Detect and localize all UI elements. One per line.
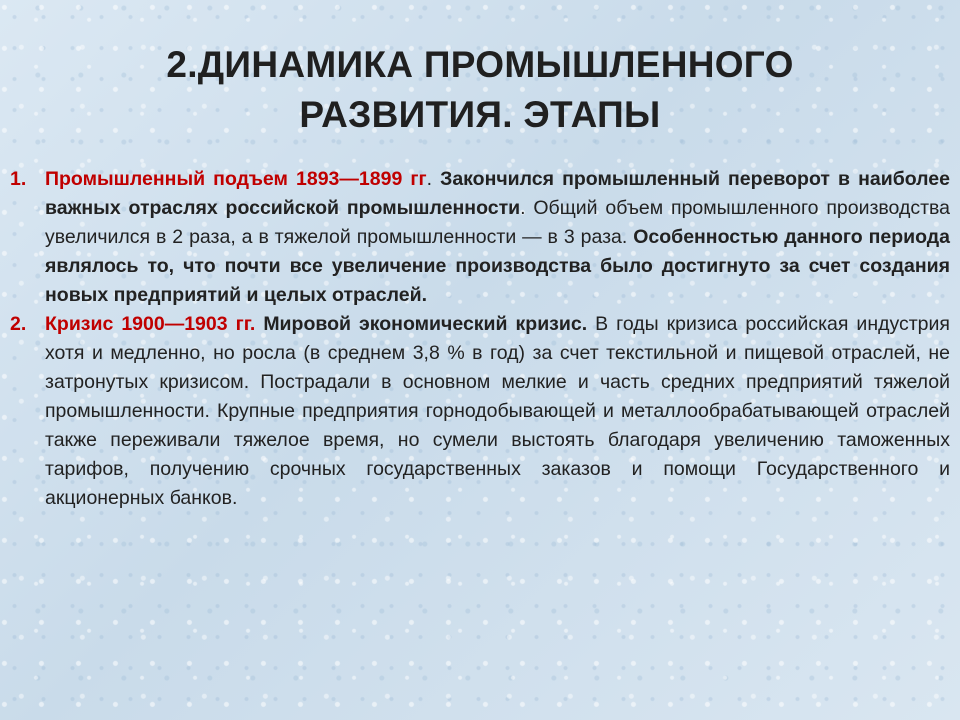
item-number: 1. xyxy=(10,168,27,190)
item-heading: Промышленный подъем 1893—1899 гг xyxy=(45,168,427,190)
item-bold-text: Мировой экономический кризис. xyxy=(255,313,588,335)
item-bold-text: Закончился промышленный переворот в наиболее важных отраслях российской промышленности xyxy=(45,168,950,219)
item-plain-text: Общий объем промышленного производства увеличился в 2 раза, а в тяжелой промышленности — в 3 раза. xyxy=(45,197,950,248)
item-bold-punct: . xyxy=(520,197,534,219)
item-bold-text-2: Особенностью данного периода являлось то, что почти все увеличение производства было достигнуто за счет создания новых предприятий и целых отраслей. xyxy=(45,226,950,306)
stage-item-1 xyxy=(10,165,950,310)
title-line-2: РАЗВИТИЯ. ЭТАПЫ xyxy=(299,94,661,135)
stage-item-2 xyxy=(10,310,950,513)
item-number: 2. xyxy=(10,313,27,335)
item-plain-text: В годы кризиса российская индустрия хотя и медленно, но росла (в среднем 3,8 % в год) за счет текстильной и пищевой отраслей, не затронутых кризисом. Пострадали в основном мелкие и часть средних предприятий тяжелой промышленности. Крупные предприятия горнодобывающей и металлообрабатывающей отраслей также переживали тяжелое время, но сумели выстоять благодаря увеличению таможенных тарифов, получению срочных государственных заказов и помощи Государственного и акционерных банков. xyxy=(45,313,950,509)
slide-title xyxy=(60,40,900,140)
stages-list xyxy=(10,165,950,513)
title-line-1: 2.ДИНАМИКА ПРОМЫШЛЕННОГО xyxy=(166,44,794,85)
item-heading: Кризис 1900—1903 гг. xyxy=(45,313,256,335)
item-heading-punct: . xyxy=(426,168,441,190)
